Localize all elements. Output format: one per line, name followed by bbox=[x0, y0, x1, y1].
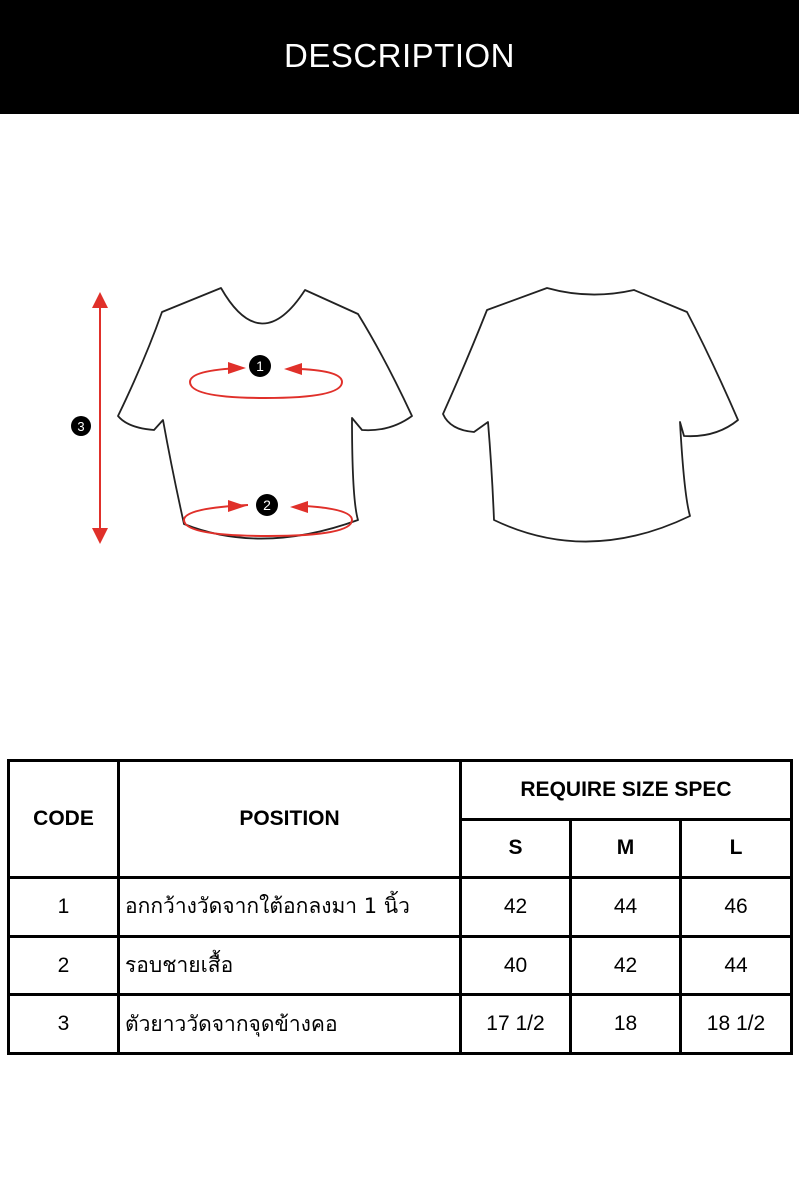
size-m-header: M bbox=[571, 819, 681, 878]
table-row bbox=[9, 936, 792, 995]
row-size-m: 42 bbox=[571, 936, 681, 995]
row-size-s: 42 bbox=[461, 878, 571, 937]
row-code: 3 bbox=[9, 995, 119, 1054]
table-row bbox=[9, 995, 792, 1054]
size-s-header: S bbox=[461, 819, 571, 878]
size-spec-table bbox=[7, 759, 793, 1055]
row-code: 2 bbox=[9, 936, 119, 995]
marker-3 bbox=[71, 416, 91, 436]
back-shirt bbox=[443, 288, 738, 542]
page-title: DESCRIPTION bbox=[283, 37, 516, 74]
marker-2 bbox=[256, 494, 278, 516]
size-l-header: L bbox=[681, 819, 792, 878]
row-code: 1 bbox=[9, 878, 119, 937]
back-shirt-outline bbox=[443, 288, 738, 542]
garment-diagram bbox=[0, 280, 799, 560]
marker-1-label: 1 bbox=[256, 358, 264, 374]
row-size-s: 17 1/2 bbox=[461, 995, 571, 1054]
position-header: POSITION bbox=[119, 761, 461, 878]
length-arrow bbox=[92, 292, 108, 544]
row-position: อกกว้างวัดจากใต้อกลงมา 1 นิ้ว bbox=[119, 878, 461, 937]
row-position: รอบชายเสื้อ bbox=[119, 936, 461, 995]
header-bar bbox=[0, 0, 799, 114]
code-header: CODE bbox=[9, 761, 119, 878]
marker-2-label: 2 bbox=[263, 497, 271, 513]
table-row bbox=[9, 878, 792, 937]
row-size-s: 40 bbox=[461, 936, 571, 995]
row-size-l: 46 bbox=[681, 878, 792, 937]
garment-svg bbox=[0, 280, 799, 560]
row-size-l: 44 bbox=[681, 936, 792, 995]
row-size-l: 18 1/2 bbox=[681, 995, 792, 1054]
row-size-m: 44 bbox=[571, 878, 681, 937]
table-header-row-1 bbox=[9, 761, 792, 820]
marker-3-label: 3 bbox=[77, 419, 85, 434]
length-arrow-head-top bbox=[92, 292, 108, 308]
length-arrow-head-bottom bbox=[92, 528, 108, 544]
row-size-m: 18 bbox=[571, 995, 681, 1054]
size-spec-header: REQUIRE SIZE SPEC bbox=[461, 761, 792, 820]
marker-1 bbox=[249, 355, 271, 377]
row-position: ตัวยาววัดจากจุดข้างคอ bbox=[119, 995, 461, 1054]
